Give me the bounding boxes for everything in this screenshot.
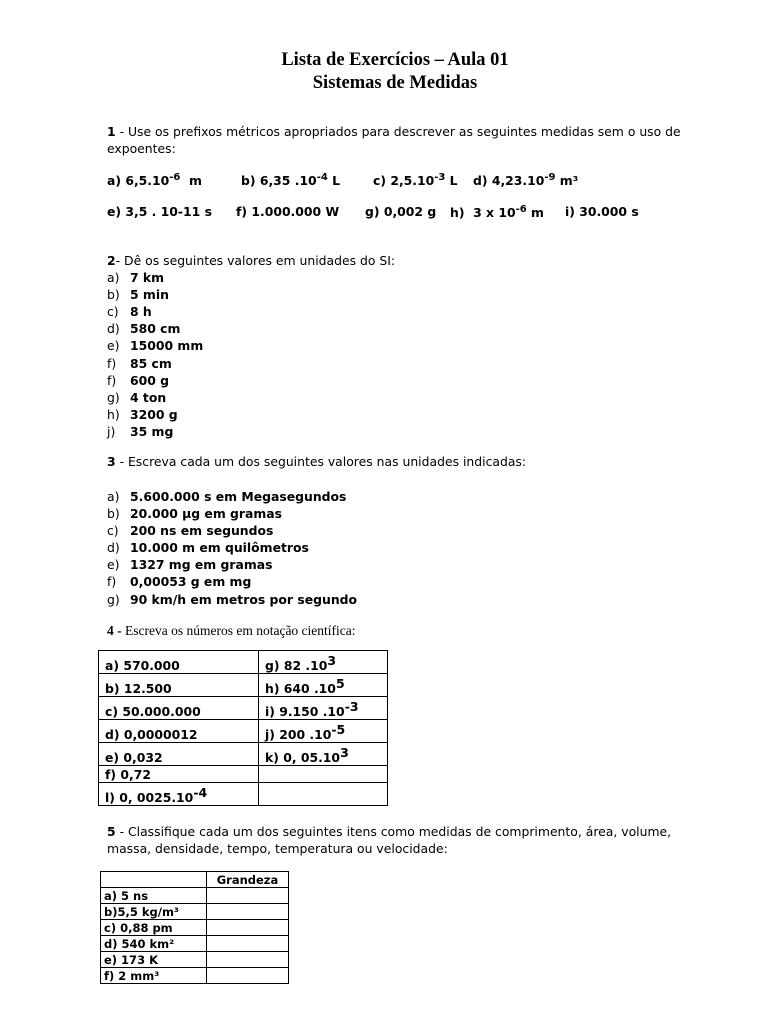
table-row	[101, 952, 289, 968]
table-row	[99, 783, 388, 806]
table-row	[99, 651, 388, 674]
scientific-notation-table	[98, 650, 388, 806]
table-cell: b)5,5 kg/m³	[101, 904, 207, 920]
q1-item-b: b) 6,35 $.10^{-4}$ L	[241, 172, 341, 189]
table-cell: c) 0,88 pm	[101, 920, 207, 936]
question-text: - Escreva cada um dos seguintes valores nas unidades indicadas:	[115, 454, 527, 469]
answer-cell	[207, 920, 289, 936]
table-row	[101, 904, 289, 920]
list-item: c) 200 ns em segundos	[107, 523, 274, 539]
table-cell: l) 0, $0025.10^{-4}$	[99, 783, 259, 806]
list-item: f) 0,00053 g em mg	[107, 574, 252, 590]
list-item: d) 580 cm	[107, 321, 181, 337]
question-5-prompt	[107, 823, 697, 857]
list-item: b) 5 min	[107, 287, 169, 303]
q1-item-c: c) $2,5.10^{-3}$ L	[373, 172, 458, 189]
table-cell: i) 9.150 $.10^{-3}$	[259, 697, 388, 720]
table-row	[99, 743, 388, 766]
list-item: j) 35 mg	[107, 423, 174, 439]
table-cell: e) 173 K	[101, 952, 207, 968]
table-cell	[259, 783, 388, 806]
page-subtitle: Sistemas de Medidas	[312, 73, 478, 93]
question-number: 5	[107, 824, 116, 839]
q1-item-e: e) 3,5 . 10-11 s	[107, 204, 212, 219]
list-item: c) 8 h	[107, 304, 152, 320]
table-cell: g) 82 $.10^3$	[259, 651, 388, 674]
list-item: b) 20.000 μg em gramas	[107, 506, 283, 522]
table-row	[101, 920, 289, 936]
table-cell: h) 640 $.10^5$	[259, 674, 388, 697]
table-cell: a) 5 ns	[101, 888, 207, 904]
list-item: d) 10.000 m em quilômetros	[107, 540, 309, 556]
q1-item-g: g) 0,002 g	[365, 204, 437, 219]
question-text: - Use os prefixos métricos apropriados para descrever as seguintes medidas sem o uso de expoentes:	[107, 124, 681, 156]
table-cell: d) 0,0000012	[99, 720, 259, 743]
list-item: g) 4 ton	[107, 389, 167, 405]
question-number: 4 -	[107, 623, 122, 638]
list-item: g) 90 km/h em metros por segundo	[107, 591, 358, 607]
table-row	[99, 697, 388, 720]
table-row	[99, 766, 388, 783]
table-cell: a) 570.000	[99, 651, 259, 674]
table-cell: c) 50.000.000	[99, 697, 259, 720]
question-text: - Classifique cada um dos seguintes itens como medidas de comprimento, área, volume, massa, densidade, tempo, temperatura ou velocidade:	[107, 824, 672, 856]
column-header-grandeza: Grandeza	[207, 872, 289, 888]
q1-item-a: a) $6,5.10^{-6}$ m	[107, 172, 202, 189]
table-cell: f) 0,72	[99, 766, 259, 783]
page-title: Lista de Exercícios – Aula 01	[281, 50, 509, 70]
question-2-prompt	[107, 252, 395, 269]
table-row	[99, 674, 388, 697]
list-item: a) 7 km	[107, 270, 165, 286]
q1-item-h: h) 3 x $10^{-6}$ m	[450, 204, 544, 221]
table-header-row	[101, 872, 289, 888]
answer-cell	[207, 888, 289, 904]
table-cell: b) 12.500	[99, 674, 259, 697]
question-3-prompt	[107, 454, 526, 469]
answer-cell	[207, 952, 289, 968]
table-cell: j) 200 $.10^{-5}$	[259, 720, 388, 743]
table-cell: d) 540 km²	[101, 936, 207, 952]
answer-cell	[207, 936, 289, 952]
table-row	[101, 936, 289, 952]
table-row	[99, 720, 388, 743]
list-item: a) 5.600.000 s em Megasegundos	[107, 489, 347, 504]
q1-item-f: f) 1.000.000 W	[236, 204, 340, 219]
table-cell	[259, 766, 388, 783]
question-2	[107, 252, 395, 440]
table-header-empty	[101, 872, 207, 888]
table-row	[101, 968, 289, 984]
table-cell: k) 0, 05.10$^3$	[259, 743, 388, 766]
question-4-prompt	[107, 623, 356, 639]
question-text: Escreva os números em notação científica:	[121, 623, 356, 638]
classification-table	[100, 871, 289, 984]
list-item: h) 3200 g	[107, 406, 178, 422]
question-number: 3	[107, 454, 116, 469]
table-row	[101, 888, 289, 904]
question-text: - Dê os seguintes valores em unidades do SI:	[115, 253, 396, 268]
table-cell: f) 2 mm³	[101, 968, 207, 984]
question-3-list	[107, 488, 357, 608]
list-item: f) 600 g	[107, 372, 170, 388]
list-item: e) 1327 mg em gramas	[107, 557, 273, 573]
list-item: e) 15000 mm	[107, 338, 204, 354]
q1-item-i: i) 30.000 s	[565, 204, 639, 219]
answer-cell	[207, 904, 289, 920]
answer-cell	[207, 968, 289, 984]
table-cell: e) 0,032	[99, 743, 259, 766]
question-1-prompt	[107, 124, 687, 157]
question-number: 1	[107, 124, 116, 139]
question-number: 2	[107, 253, 116, 268]
list-item: f) 85 cm	[107, 355, 172, 371]
q1-item-d: d) $4,23.10^{-9}$ m³	[473, 172, 579, 189]
